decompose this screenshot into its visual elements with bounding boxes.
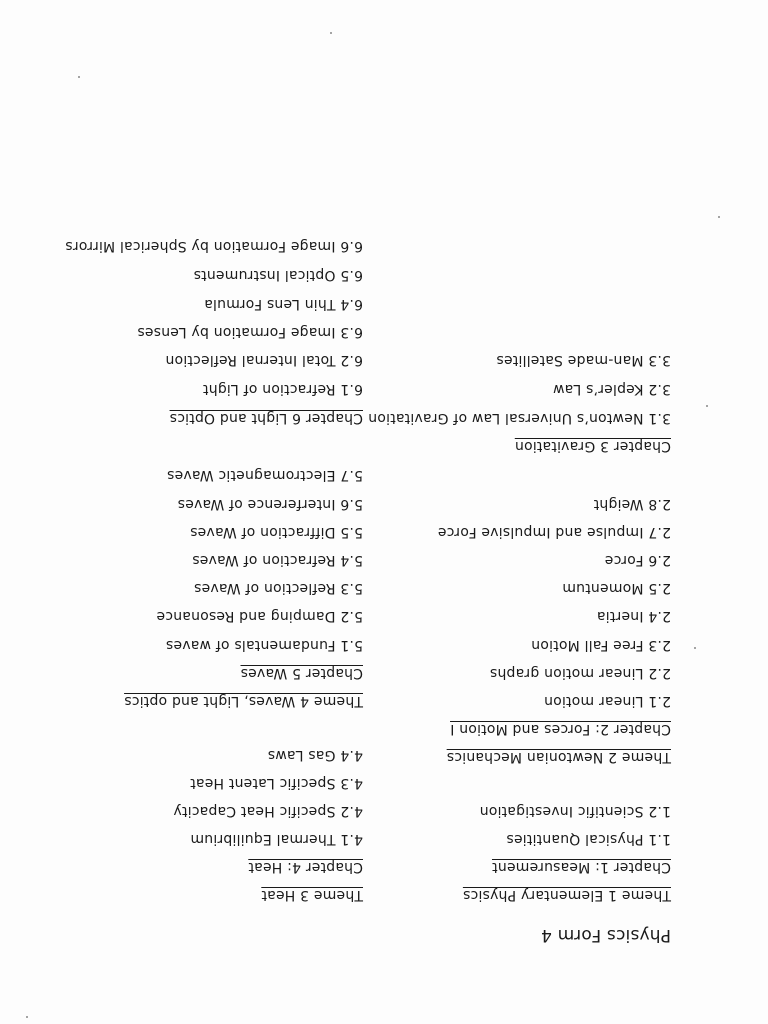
section-item: 4.3 Specific Latent Heat: [190, 775, 363, 791]
section-item: 5.3 Reflection of Waves: [193, 580, 363, 596]
section-item: 2.5 Momentum: [562, 580, 671, 596]
section-item: 5.4 Refraction of Waves: [192, 552, 363, 568]
chapter-heading: Chapter 5 Waves: [240, 665, 363, 681]
section-item: 6.4 Thin Lens Formula: [204, 296, 363, 312]
chapter-heading: Chapter 1: Measurement: [491, 859, 671, 875]
section-item: 6.5 Optical Instruments: [193, 267, 363, 283]
scan-speck: [26, 1016, 28, 1018]
chapter-heading: Chapter 4: Heat: [248, 859, 363, 875]
section-item: 4.1 Thermal Equilibrium: [190, 831, 363, 847]
section-item: 2.7 Impulse and Impulsive Force: [437, 524, 671, 540]
section-item: 4.2 Specific Heat Capacity: [173, 803, 363, 819]
section-item: 2.2 Linear motion graphs: [489, 665, 671, 681]
scan-speck: [706, 405, 708, 407]
scan-speck: [718, 216, 720, 218]
section-item: 2.8 Weight: [593, 496, 671, 512]
section-item: 1.2 Scientific Investigation: [479, 803, 671, 819]
theme-heading: Theme 1 Elementary Physics: [462, 887, 671, 903]
section-item: 6.2 Total Internal Reflection: [165, 352, 363, 368]
scan-speck: [78, 76, 80, 78]
section-item: 2.4 Inertia: [596, 608, 671, 624]
section-item: 2.6 Force: [604, 552, 671, 568]
section-item: 1.1 Physical Quantities: [506, 831, 671, 847]
section-item: 2.3 Free Fall Motion: [531, 637, 671, 653]
section-item: 2.1 Linear motion: [543, 693, 671, 709]
chapter-heading: Chapter 3 Gravitation: [514, 438, 671, 454]
theme-heading: Theme 3 Heat: [261, 887, 363, 903]
scan-speck: [330, 32, 332, 34]
section-item: 4.4 Gas Laws: [267, 747, 363, 763]
section-item: 6.3 Image Formation by Lenses: [137, 324, 363, 340]
document-title: Physics Form 4: [540, 925, 671, 945]
section-item: 5.5 Diffraction of Waves: [189, 524, 363, 540]
chapter-heading: Chapter 6 Light and Optics: [169, 410, 363, 426]
section-item: 3.2 Kepler’s Law: [552, 381, 671, 397]
section-item: 6.1 Refraction of Light: [202, 381, 363, 397]
section-item: 5.6 Interference of Waves: [177, 496, 363, 512]
theme-heading: Theme 4 Waves, Light and optics: [124, 693, 363, 709]
section-item: 5.7 Electromagnetic Waves: [166, 467, 363, 483]
section-item: 3.1 Newton’s Universal Law of Gravitation: [368, 410, 671, 426]
section-item: 6.6 Image Formation by Spherical Mirrors: [65, 238, 363, 254]
theme-heading: Theme 2 Newtonian Mechanics: [446, 749, 671, 765]
chapter-heading: Chapter 2: Forces and Motion I: [450, 721, 671, 737]
scan-speck: [694, 647, 696, 649]
section-item: 5.2 Damping and Resonance: [156, 608, 363, 624]
section-item: 5.1 Fundamentals of waves: [165, 637, 363, 653]
section-item: 3.3 Man-made Satellites: [496, 352, 671, 368]
